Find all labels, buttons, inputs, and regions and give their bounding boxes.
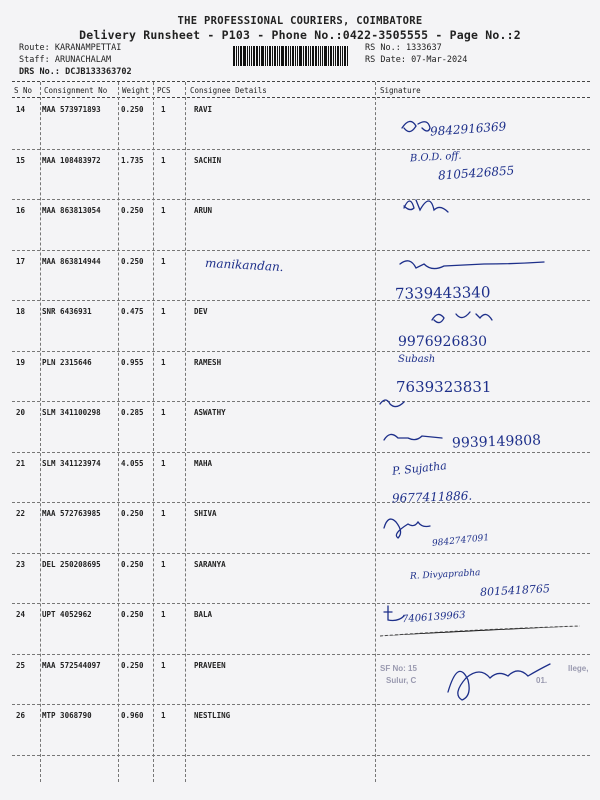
row-consignee: RAMESH bbox=[194, 357, 222, 367]
row-consignee: NESTLING bbox=[194, 711, 231, 720]
handwriting-row24a: R. Divyaprabha bbox=[409, 568, 481, 582]
rs-no-label: RS No.: bbox=[365, 43, 401, 53]
col-weight: Weight bbox=[122, 86, 150, 95]
row-weight: 0.285 bbox=[121, 408, 144, 417]
row-sno: 15 bbox=[16, 155, 26, 165]
row-consignee: BALA bbox=[194, 610, 213, 619]
row-consignee: SARANYA bbox=[194, 559, 226, 569]
runsheet-title: Delivery Runsheet - P103 - Phone No.:0422-3505555 - Page No.:2 bbox=[79, 28, 521, 42]
row-pcs: 1 bbox=[161, 206, 166, 215]
row-consignment-no: MAA 863813054 bbox=[42, 206, 101, 215]
row-pcs: 1 bbox=[161, 105, 166, 114]
row-consignee: ASWATHY bbox=[194, 408, 226, 417]
row-weight: 0.250 bbox=[121, 559, 144, 569]
handwriting-row15a: B.O.D. off. bbox=[409, 150, 462, 165]
handwriting-row23: 9842747091 bbox=[431, 533, 490, 549]
row-consignee: ARUN bbox=[194, 206, 213, 215]
row-weight: 4.055 bbox=[121, 458, 144, 468]
row-pcs: 1 bbox=[161, 408, 166, 417]
row-weight: 0.250 bbox=[121, 660, 144, 670]
handwriting-row21: 9939149808 bbox=[451, 432, 542, 452]
row-weight: 0.960 bbox=[121, 711, 144, 720]
row-pcs: 1 bbox=[161, 458, 166, 468]
row-sno: 21 bbox=[16, 458, 26, 468]
stamp-line2: Sulur, C bbox=[386, 676, 417, 685]
company-title: THE PROFESSIONAL COURIERS, COIMBATORE bbox=[177, 15, 423, 27]
row-sno: 19 bbox=[16, 357, 26, 367]
col-pcs: PCS bbox=[157, 86, 171, 95]
row-consignment-no: PLN 2315646 bbox=[42, 357, 92, 367]
row-consignment-no: MAA 108483972 bbox=[42, 155, 101, 165]
row-pcs: 1 bbox=[161, 610, 166, 619]
row-weight: 0.250 bbox=[121, 105, 144, 114]
row-consignee: SACHIN bbox=[194, 155, 222, 165]
rs-no-value: 1333637 bbox=[405, 43, 442, 53]
row-weight: 0.250 bbox=[121, 256, 144, 266]
row-sno: 20 bbox=[16, 408, 26, 417]
handwriting-row24b: 8015418765 bbox=[479, 582, 551, 599]
row-weight: 0.475 bbox=[121, 307, 144, 316]
handwriting-row19b: Subash bbox=[398, 354, 436, 365]
row-sno: 26 bbox=[16, 711, 26, 720]
row-consignment-no: MAA 572763985 bbox=[42, 509, 101, 518]
handwriting-row17-name: manikandan. bbox=[204, 255, 284, 275]
row-consignee: RAVI bbox=[194, 105, 213, 114]
row-consignee: SHIVA bbox=[194, 509, 217, 518]
row-weight: 0.955 bbox=[121, 357, 144, 367]
row-weight: 0.250 bbox=[121, 206, 144, 215]
col-consignment: Consignment No bbox=[44, 86, 108, 95]
row-sno: 23 bbox=[16, 559, 26, 569]
stamp-line1-tail: llege, bbox=[568, 664, 589, 673]
col-consignee: Consignee Details bbox=[190, 86, 267, 95]
row-consignment-no: MAA 573971893 bbox=[42, 105, 101, 114]
row-consignment-no: UPT 4052962 bbox=[42, 610, 92, 619]
row-pcs: 1 bbox=[161, 509, 166, 518]
row-pcs: 1 bbox=[161, 155, 166, 165]
rs-date-value: 07-Mar-2024 bbox=[411, 55, 468, 65]
row-consignment-no: SLM 341100298 bbox=[42, 408, 101, 417]
row-consignment-no: SLM 341123974 bbox=[42, 458, 101, 468]
row-consignment-no: MAA 572544097 bbox=[42, 660, 101, 670]
row-sno: 17 bbox=[16, 256, 26, 266]
row-pcs: 1 bbox=[161, 660, 166, 670]
row-consignee: DEV bbox=[194, 307, 208, 316]
row-pcs: 1 bbox=[161, 256, 166, 266]
row-pcs: 1 bbox=[161, 559, 166, 569]
handwriting-row20: 7639323831 bbox=[396, 378, 492, 396]
row-weight: 1.735 bbox=[121, 155, 144, 165]
row-sno: 16 bbox=[16, 206, 26, 215]
row-sno: 22 bbox=[16, 509, 26, 518]
handwriting-row22b: 9677411886. bbox=[391, 488, 473, 506]
handwriting-row19: 9976926830 bbox=[398, 334, 488, 350]
row-consignment-no: DEL 250208695 bbox=[42, 559, 101, 569]
staff-label: Staff: bbox=[19, 55, 50, 65]
col-signature: Signature bbox=[380, 86, 421, 95]
row-weight: 0.250 bbox=[121, 509, 144, 518]
row-weight: 0.250 bbox=[121, 610, 144, 619]
staff-value: ARUNACHALAM bbox=[54, 55, 112, 65]
row-consignment-no: MAA 863814944 bbox=[42, 256, 101, 266]
route-label: Route: bbox=[19, 43, 50, 53]
rs-date-label: RS Date: bbox=[365, 55, 406, 65]
row-sno: 14 bbox=[16, 105, 26, 114]
stamp-line2-tail: 01. bbox=[536, 676, 548, 685]
row-pcs: 1 bbox=[161, 357, 166, 367]
row-sno: 25 bbox=[16, 660, 26, 670]
row-consignment-no: SNR 6436931 bbox=[42, 307, 92, 316]
drs-value: DCJB133363702 bbox=[65, 67, 132, 77]
row-consignee: MAHA bbox=[194, 458, 213, 468]
handwriting-row14: 9842916369 bbox=[429, 119, 507, 139]
row-sno: 18 bbox=[16, 307, 26, 316]
row-consignment-no: MTP 3068790 bbox=[42, 711, 92, 720]
handwriting-row15b: 8105426855 bbox=[437, 163, 515, 183]
row-consignee: PRAVEEN bbox=[194, 660, 226, 670]
row-pcs: 1 bbox=[161, 711, 166, 720]
handwriting-row18: 7339443340 bbox=[394, 283, 491, 303]
row-pcs: 1 bbox=[161, 307, 166, 316]
col-sno: S No bbox=[14, 86, 33, 95]
handwriting-row25: 7406139963 bbox=[401, 609, 466, 626]
route-value: KARANAMPETTAI bbox=[54, 43, 122, 53]
handwriting-row22a: P. Sujatha bbox=[391, 459, 448, 478]
stamp-line1: SF No: 15 bbox=[380, 664, 417, 673]
drs-label: DRS No.: bbox=[19, 67, 60, 77]
row-sno: 24 bbox=[16, 610, 26, 619]
